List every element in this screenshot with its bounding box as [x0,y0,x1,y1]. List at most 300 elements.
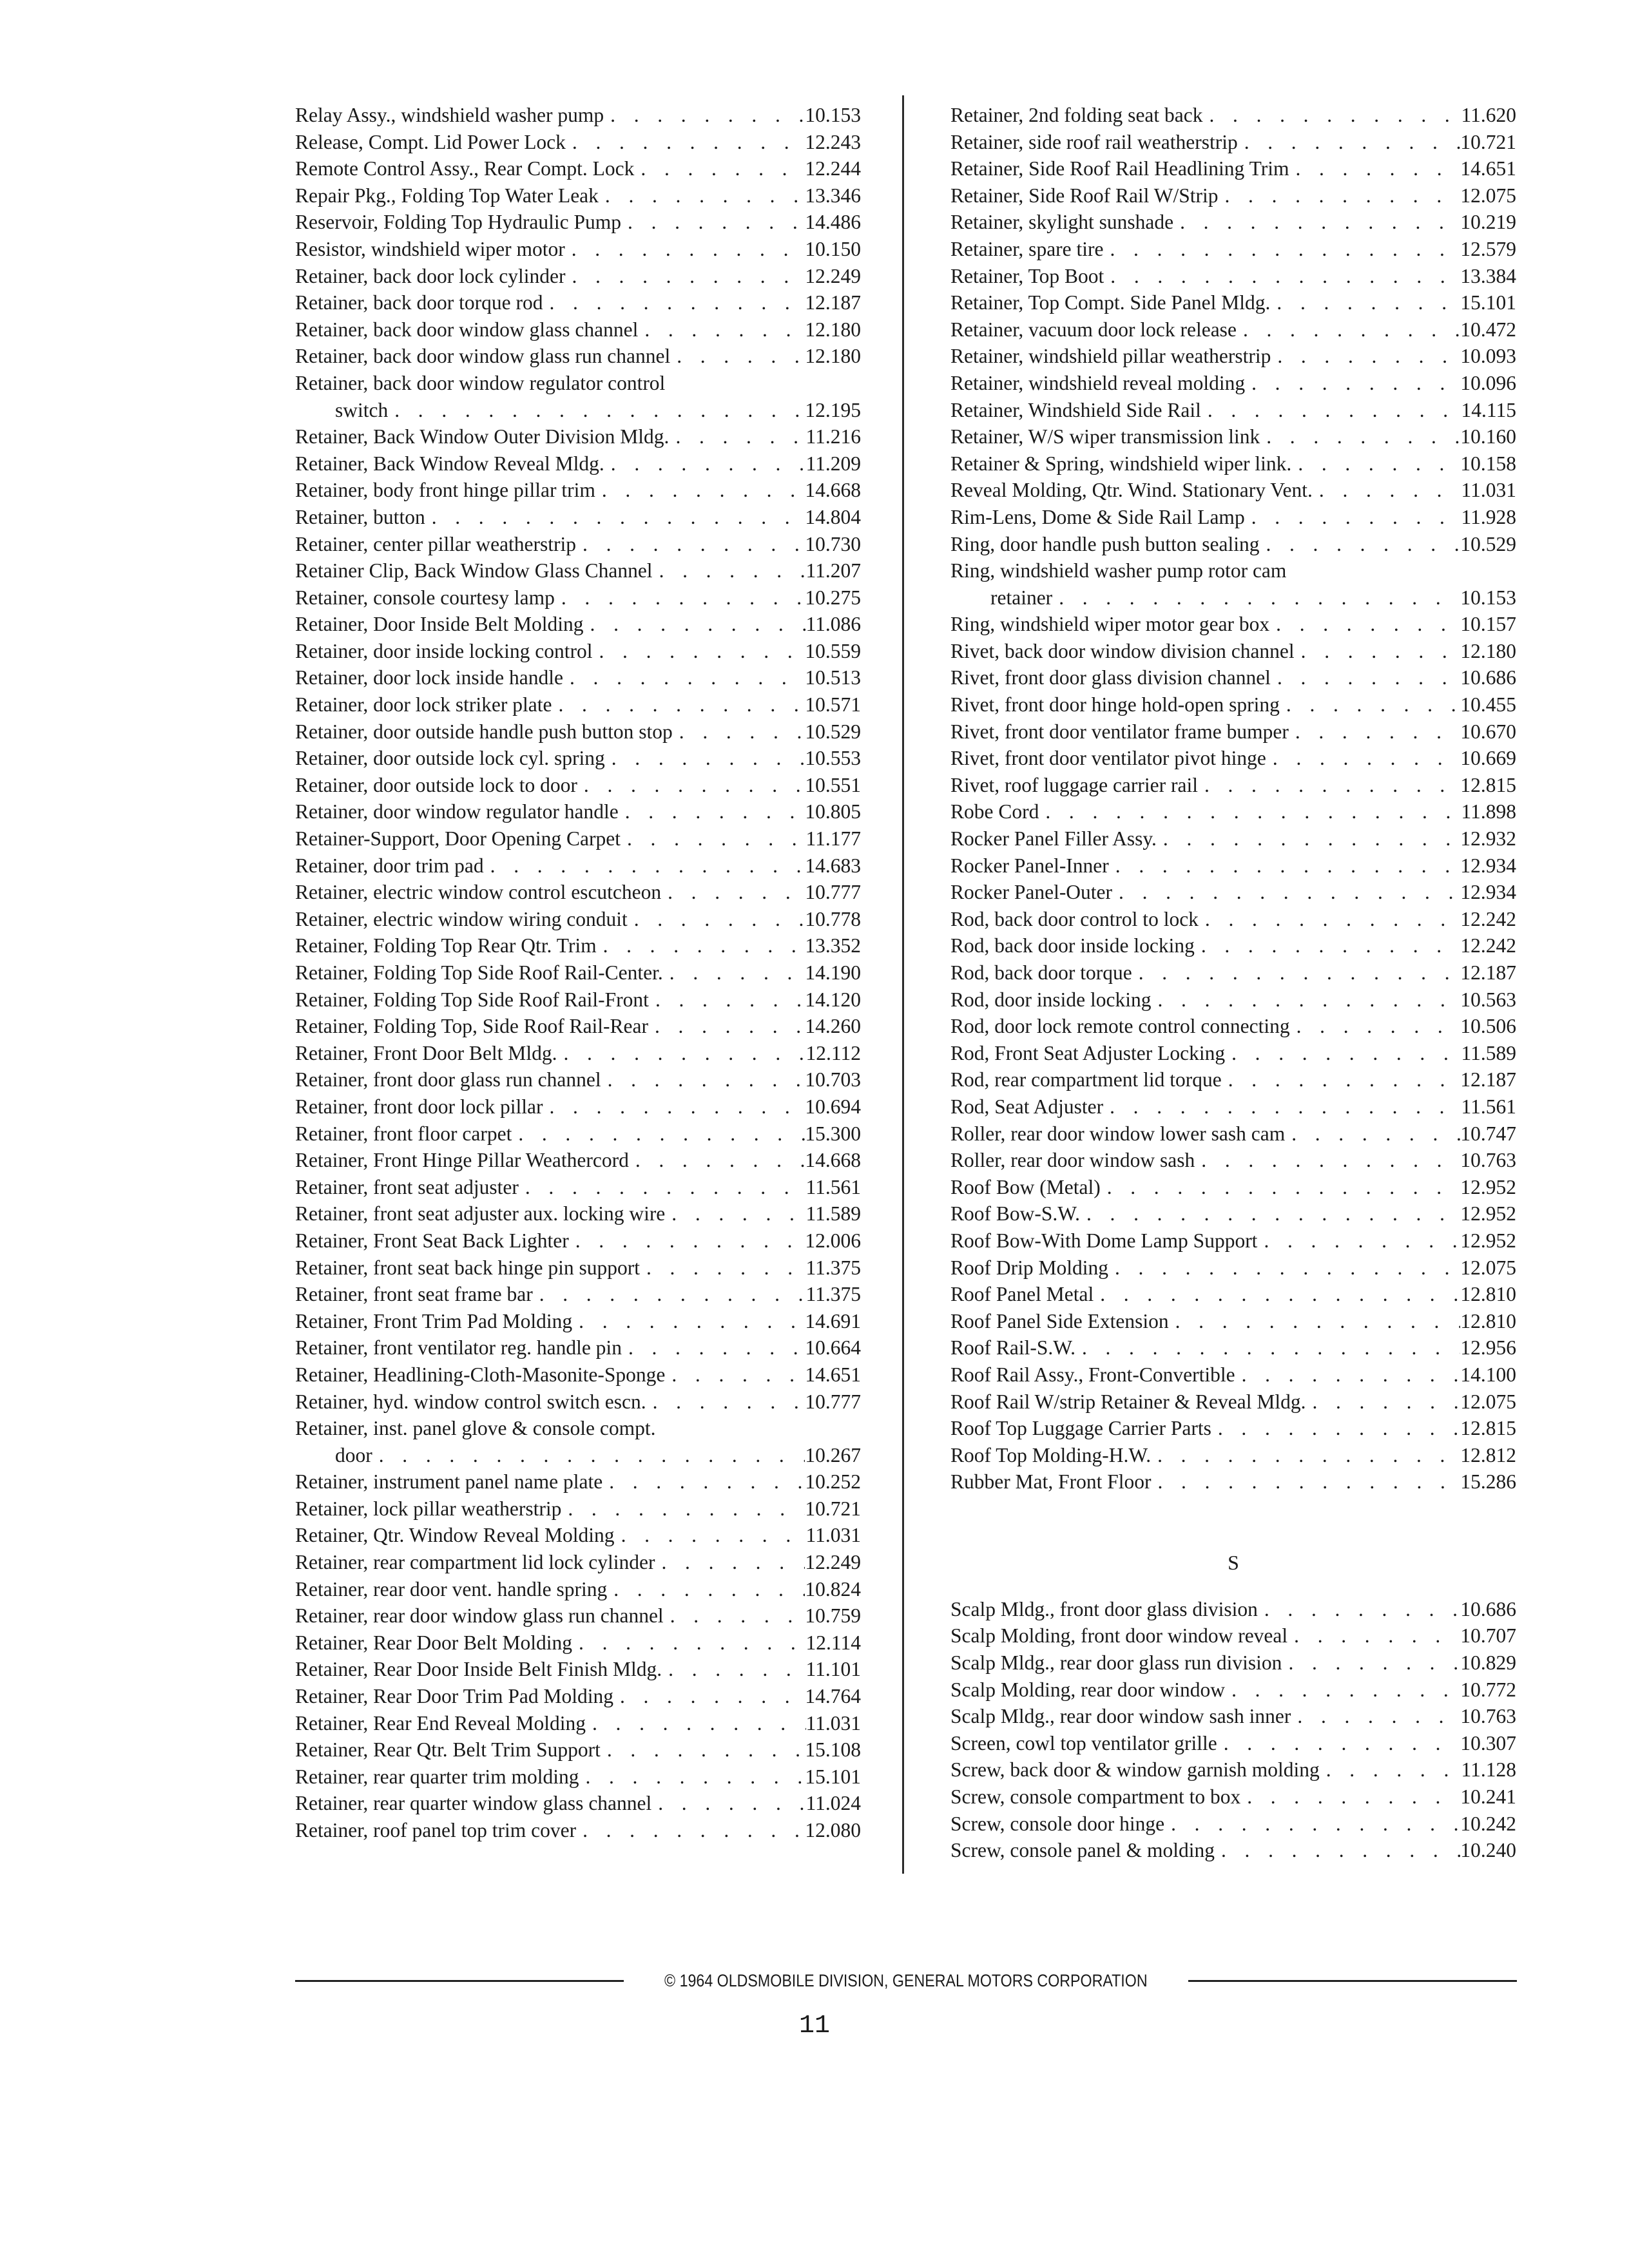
index-entry [295,638,861,665]
index-entry [295,611,861,638]
index-entry [295,1308,861,1335]
entry-text: Scalp Molding, rear door window [950,1678,1226,1701]
entry-page-ref: 12.815 [1460,773,1516,796]
dot-leader [1157,825,1460,852]
dot-leader [1237,316,1460,343]
section-letter-heading: S [1228,1550,1239,1574]
entry-page-ref: 12.934 [1460,881,1516,904]
entry-page-ref: 10.778 [805,907,861,930]
dot-leader [1269,611,1460,638]
index-entry [950,611,1516,638]
entry-text: Retainer, front seat back hinge pin support [295,1256,640,1279]
dot-leader [586,1710,806,1737]
entry-page-ref: 12.242 [1460,934,1516,957]
dot-leader [1245,370,1460,397]
dot-leader [576,531,805,558]
entry-text: Retainer, Folding Top Rear Qtr. Trim [295,934,597,957]
index-entry [950,1730,1516,1757]
dot-leader [1289,718,1461,745]
entry-text: Rod, back door torque [950,961,1132,984]
entry-text: Rim-Lens, Dome & Side Rail Lamp [950,505,1245,528]
entry-text: Rod, back door inside locking [950,934,1195,957]
entry-text: Retainer, back door lock cylinder [295,264,566,287]
dot-leader [651,1790,805,1817]
dot-leader [572,1629,806,1657]
index-entry [950,129,1516,156]
index-entry [950,504,1516,531]
column-divider [902,95,904,1874]
index-entry [950,1254,1516,1282]
index-entry [295,932,861,959]
index-entry [950,1120,1516,1148]
entry-text: Retainer-Support, Door Opening Carpet [295,827,621,850]
entry-text: Retainer, Front Trim Pad Molding [295,1309,573,1332]
entry-text: Roof Drip Molding [950,1256,1109,1279]
entry-text: Retainer & Spring, windshield wiper link. [950,452,1292,475]
index-column-left [295,102,861,1844]
entry-text: Scalp Mldg., front door glass division [950,1597,1258,1620]
entry-page-ref: 11.898 [1461,800,1516,823]
dot-leader [1109,852,1461,879]
entry-text: Roller, rear door window lower sash cam [950,1122,1286,1145]
dot-leader [566,129,805,156]
entry-text: Retainer, Headlining-Cloth-Masonite-Sponge [295,1363,666,1386]
entry-text: Retainer, electric window control escutcheon [295,881,662,904]
dot-leader [665,1361,805,1389]
index-entry [295,1093,861,1120]
index-entry [295,1468,861,1495]
entry-page-ref: 10.805 [805,800,861,823]
index-entry [950,1334,1516,1361]
entry-text: Roof Panel Side Extension [950,1309,1169,1332]
entry-page-ref: 10.529 [1460,532,1516,555]
dot-leader [1260,423,1460,450]
entry-page-ref: 11.209 [805,452,861,475]
entry-page-ref: 10.506 [1460,1015,1516,1038]
index-entry [295,129,861,156]
entry-page-ref: 14.764 [805,1685,861,1708]
index-entry [950,1066,1516,1093]
index-entry [295,1281,861,1308]
entry-page-ref: 10.571 [805,693,861,716]
entry-page-ref: 10.763 [1460,1705,1516,1728]
dot-leader [597,932,805,959]
entry-page-ref: 15.108 [805,1738,861,1762]
dot-leader [629,1147,805,1174]
dot-leader [628,906,805,933]
index-entry [950,531,1516,558]
dot-leader [621,209,805,236]
entry-page-ref: 14.260 [805,1015,861,1038]
entry-text: door [335,1443,372,1466]
entry-page-ref: 12.956 [1460,1336,1516,1360]
index-entry [950,718,1516,745]
entry-page-ref: 11.216 [805,425,861,448]
entry-text: Retainer, door trim pad [295,854,484,877]
dot-leader [1266,745,1460,772]
entry-text: Rod, Seat Adjuster [950,1095,1104,1118]
entry-text: Retainer, Rear End Reveal Molding [295,1711,586,1735]
dot-leader [1104,263,1460,290]
entry-text: Roof Bow-S.W. [950,1202,1080,1225]
index-entry [295,852,861,879]
index-entry [950,1783,1516,1811]
entry-page-ref: 10.772 [1460,1678,1516,1701]
dot-leader [1103,1093,1461,1120]
entry-page-ref: 14.120 [805,988,861,1011]
index-entry [295,289,861,316]
index-entry [295,1549,861,1576]
index-entry [950,1468,1516,1495]
index-entry [950,1013,1516,1040]
entry-text: Retainer, side roof rail weatherstrip [950,130,1238,153]
entry-text: Retainer, Back Window Outer Division Mldg. [295,425,670,448]
entry-text: Retainer, button [295,505,425,528]
entry-page-ref: 10.664 [805,1336,861,1360]
index-entry [950,691,1516,718]
dot-leader [1199,906,1460,933]
entry-page-ref: 12.249 [805,264,861,287]
entry-text: Retainer, spare tire [950,237,1104,260]
index-entry [295,959,861,986]
section-gap [950,1495,1516,1529]
index-entry [950,343,1516,370]
entry-text: Retainer, console courtesy lamp [295,586,555,609]
entry-text: Rivet, front door glass division channel [950,666,1271,689]
entry-text: Scalp Molding, front door window reveal [950,1624,1288,1648]
entry-text: Rod, back door control to lock [950,907,1199,930]
entry-page-ref: 10.455 [1460,693,1516,716]
index-entry [295,986,861,1014]
dot-leader [593,638,805,665]
dot-leader [1112,879,1460,906]
entry-page-ref: 12.952 [1460,1229,1516,1252]
entry-text: Repair Pkg., Folding Top Water Leak [295,184,599,207]
entry-page-ref: 10.267 [805,1443,861,1466]
dot-leader [1306,1389,1460,1416]
entry-page-ref: 10.242 [1460,1812,1516,1835]
dot-leader [670,343,805,370]
entry-text: Roof Rail Assy., Front-Convertible [950,1363,1235,1386]
entry-text: Retainer, Rear Door Trim Pad Molding [295,1685,613,1708]
dot-leader [640,1254,806,1282]
index-entry [295,1174,861,1201]
entry-page-ref: 12.815 [1460,1417,1516,1440]
entry-page-ref: 11.177 [805,827,861,850]
dot-leader [579,1763,805,1791]
dot-leader [425,504,805,531]
entry-page-ref: 11.031 [805,1524,861,1547]
index-entry [295,477,861,504]
index-entry [950,638,1516,665]
dot-leader [1218,182,1460,209]
index-entry [295,584,861,611]
index-entry [295,343,861,370]
index-entry [950,1174,1516,1201]
entry-page-ref: 12.952 [1460,1202,1516,1225]
dot-leader [1104,236,1461,263]
entry-page-ref: 10.759 [805,1604,861,1628]
entry-page-ref: 14.668 [805,1149,861,1172]
entry-text: Roof Top Luggage Carrier Parts [950,1417,1211,1440]
entry-text: Retainer, front door lock pillar [295,1095,543,1118]
entry-text: Retainer, back door window glass channel [295,318,639,341]
entry-text: Retainer, Windshield Side Rail [950,398,1201,421]
dot-leader [665,1200,805,1227]
entry-text: Retainer, rear door vent. handle spring [295,1577,608,1600]
index-entry [950,1677,1516,1704]
dot-leader [533,1281,806,1308]
entry-page-ref: 11.207 [805,559,861,582]
index-entry [295,1040,861,1067]
entry-page-ref: 12.075 [1460,184,1516,207]
entry-page-ref: 10.707 [1460,1624,1516,1648]
entry-text: Retainer, door outside handle push button stop [295,720,673,743]
index-entry [295,1361,861,1389]
entry-page-ref: 10.153 [1460,586,1516,609]
index-entry [950,1703,1516,1730]
index-entry [950,1622,1516,1649]
entry-text: Rivet, roof luggage carrier rail [950,773,1198,796]
dot-leader [1075,1334,1460,1361]
entry-page-ref: 10.694 [805,1095,861,1118]
dot-leader [1245,504,1461,531]
entry-page-ref: 10.252 [805,1470,861,1494]
copyright-text: © 1964 OLDSMOBILE DIVISION, GENERAL MOTORS CORPORATION [664,1970,1148,1990]
entry-text: Rod, Front Seat Adjuster Locking [950,1041,1226,1064]
entry-text: Retainer, door outside lock to door [295,773,577,796]
index-entry [950,1389,1516,1416]
entry-text: Retainer, door inside locking control [295,639,593,662]
entry-page-ref: 12.934 [1460,854,1516,877]
dot-leader [1151,986,1460,1014]
index-entry [950,370,1516,397]
entry-text: Roof Rail W/strip Retainer & Reveal Mldg. [950,1390,1306,1413]
dot-leader [1271,664,1460,691]
dot-leader [388,397,805,424]
dot-leader [1313,477,1461,504]
entry-text: Scalp Mldg., rear door glass run division [950,1651,1282,1675]
entry-text: Rubber Mat, Front Floor [950,1470,1152,1494]
index-entry [950,1093,1516,1120]
index-entry [295,1736,861,1763]
entry-text: Roof Panel Metal [950,1283,1094,1306]
entry-page-ref: 10.529 [805,720,861,743]
dot-leader [648,1013,805,1040]
entry-page-ref: 11.589 [1461,1041,1516,1064]
dot-leader [1169,1308,1461,1335]
entry-page-ref: 11.589 [805,1202,861,1225]
entry-text: Screw, back door & window garnish molding [950,1758,1320,1782]
entry-text: Rocker Panel Filler Assy. [950,827,1157,850]
entry-text: Roof Top Molding-H.W. [950,1443,1152,1466]
entry-page-ref: 10.307 [1460,1731,1516,1754]
index-entry [950,1227,1516,1254]
dot-leader [622,1334,805,1361]
dot-leader [1285,1120,1460,1148]
index-entry [950,1649,1516,1677]
entry-page-ref: 11.086 [805,613,861,636]
entry-text: Retainer, front door glass run channel [295,1068,601,1091]
dot-leader [607,1576,805,1603]
dot-leader [653,557,806,584]
entry-page-ref: 14.804 [805,505,861,528]
dot-leader [1259,531,1460,558]
entry-page-ref: 10.721 [1460,130,1516,153]
entry-text: Retainer, windshield reveal molding [950,371,1246,394]
index-entry [950,986,1516,1014]
entry-text: Retainer, back door window glass run channel [295,345,671,368]
entry-text: Reservoir, Folding Top Hydraulic Pump [295,211,622,234]
dot-leader [555,584,805,611]
dot-leader [1217,1730,1461,1757]
entry-page-ref: 10.275 [805,586,861,609]
entry-text: Scalp Mldg., rear door window sash inner [950,1705,1291,1728]
entry-text: Reveal Molding, Qtr. Wind. Stationary Vent. [950,479,1313,502]
dot-leader [604,450,806,477]
entry-page-ref: 12.006 [805,1229,861,1252]
entry-text: Screw, console panel & molding [950,1839,1215,1862]
dot-leader [669,423,805,450]
dot-leader [512,1120,805,1148]
dot-leader [569,1227,805,1254]
dot-leader [1039,798,1461,825]
dot-leader [484,852,805,879]
entry-text: Retainer, Top Compt. Side Panel Mldg. [950,291,1271,314]
entry-text: Retainer, vacuum door lock release [950,318,1237,341]
dot-leader [1101,1174,1461,1201]
entry-page-ref: 10.096 [1460,371,1516,394]
entry-text: Retainer, Folding Top, Side Roof Rail-Rear [295,1015,649,1038]
entry-page-ref: 14.683 [805,854,861,877]
index-entry [295,1817,861,1844]
entry-page-ref: 10.777 [805,1390,861,1413]
entry-text: Retainer, rear quarter trim molding [295,1765,579,1788]
entry-text: Rivet, front door ventilator pivot hinge [950,747,1266,770]
index-entry [295,1389,861,1416]
entry-text: Retainer, instrument panel name plate [295,1470,603,1494]
index-entry [295,879,861,906]
dot-leader [1225,1677,1460,1704]
dot-leader [1201,397,1461,424]
index-entry [950,1040,1516,1067]
entry-page-ref: 11.620 [1461,104,1516,126]
index-entry [295,504,861,531]
entry-page-ref: 14.668 [805,479,861,502]
index-entry [295,1066,861,1093]
dot-leader [561,1495,805,1523]
entry-page-ref: 10.686 [1460,666,1516,689]
entry-page-ref: 10.824 [805,1577,861,1600]
entry-text: Retainer, Rear Door Belt Molding [295,1631,573,1654]
entry-page-ref: 11.561 [805,1175,861,1198]
entry-page-ref: 10.241 [1460,1785,1516,1809]
index-entry [950,423,1516,450]
dot-leader [1257,1227,1460,1254]
entry-text: Retainer, front ventilator reg. handle pin [295,1336,622,1360]
index-entry [295,906,861,933]
index-entry [950,182,1516,209]
entry-text: Rivet, back door window division channel [950,639,1295,662]
entry-page-ref: 10.093 [1460,345,1516,368]
entry-text: Retainer, rear door window glass run channel [295,1604,664,1628]
dot-leader [615,1522,806,1549]
dot-leader [519,1174,806,1201]
entry-page-ref: 11.375 [805,1283,861,1306]
index-entry [950,932,1516,959]
index-entry [295,209,861,236]
entry-page-ref: 12.080 [805,1819,861,1841]
entry-page-ref: 10.472 [1460,318,1516,341]
dot-leader [1151,1442,1460,1469]
entry-text: Retainer, roof panel top trim cover [295,1819,577,1841]
footer-rule-left [295,1980,624,1982]
dot-leader [663,959,805,986]
entry-page-ref: 11.375 [805,1256,861,1279]
dot-leader [1225,1040,1461,1067]
entry-text: Rod, door inside locking [950,988,1152,1011]
index-entry [295,1683,861,1710]
entry-page-ref: 12.932 [1460,827,1516,850]
entry-page-ref: 10.747 [1460,1122,1516,1145]
entry-page-ref: 12.810 [1460,1309,1516,1332]
entry-page-ref: 10.669 [1460,747,1516,770]
entry-text: Ring, door handle push button sealing [950,532,1260,555]
index-entry [950,1811,1516,1838]
entry-text: Retainer, Side Roof Rail W/Strip [950,184,1219,207]
dot-leader [572,1308,805,1335]
index-entry [950,1200,1516,1227]
entry-text: Retainer, front seat adjuster [295,1175,519,1198]
dot-leader [1289,155,1460,182]
dot-leader [1108,1254,1460,1282]
index-entry [295,531,861,558]
index-entry [295,1629,861,1657]
index-entry [950,1361,1516,1389]
dot-leader [1211,1415,1461,1442]
dot-leader [1240,1783,1460,1811]
dot-leader [1320,1756,1461,1783]
entry-page-ref: 10.721 [805,1497,861,1520]
dot-leader [1270,289,1460,316]
index-entry [295,1415,861,1468]
index-entry [950,155,1516,182]
index-entry [950,263,1516,290]
index-entry [950,209,1516,236]
entry-page-ref: 12.180 [805,345,861,368]
entry-text-first-line: Retainer, back door window regulator control [295,371,666,394]
index-entry [295,423,861,450]
dot-leader [655,1549,805,1576]
index-entry [950,1281,1516,1308]
dot-leader [543,1093,805,1120]
dot-leader [1291,1703,1460,1730]
dot-leader [619,798,805,825]
dot-leader [1235,1361,1461,1389]
entry-text: Retainer, 2nd folding seat back [950,104,1203,126]
dot-leader [584,611,806,638]
entry-text: Retainer, Rear Door Inside Belt Finish Mldg. [295,1658,662,1681]
entry-page-ref: 11.928 [1461,505,1516,528]
index-entry [295,263,861,290]
entry-page-ref: 12.112 [805,1041,861,1064]
index-entry [295,1576,861,1603]
index-entry [950,906,1516,933]
entry-text: Retainer, Side Roof Rail Headlining Trim [950,157,1289,180]
entry-text: Retainer, door lock inside handle [295,666,563,689]
index-entry [950,1442,1516,1469]
index-entry [950,798,1516,825]
